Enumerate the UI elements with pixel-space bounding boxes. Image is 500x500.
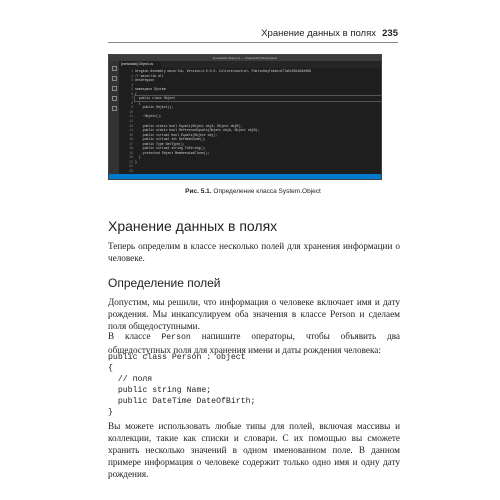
paragraph-3: Вы можете использовать любые типы для полей, включая массивы и коллекции, такие как списки и словари. С их помощью вы сможете хранить несколько значений в одном именованном поле. В данном примере информация о человеке содержит только одно имя и одну дату рождения. — [108, 421, 400, 479]
line-number: 12 — [129, 119, 133, 124]
code-line — [135, 169, 381, 174]
line-number: 3 — [131, 78, 133, 83]
code-line: protected Object MemberwiseClone(); — [135, 150, 210, 155]
code-line: public static bool ReferenceEquals(Object objA, Object objB); — [135, 128, 260, 133]
code-line: public Object(); — [135, 105, 174, 110]
code-line: #endregion — [135, 78, 155, 83]
paragraph-2-start: В классе — [108, 331, 162, 341]
line-number: 18 — [129, 146, 133, 151]
line-number: 10 — [129, 109, 133, 114]
line-number-gutter — [119, 69, 135, 174]
code-line: public virtual bool Equals(Object obj); — [135, 132, 218, 137]
code-line: namespace System — [135, 87, 166, 92]
explorer-icon — [112, 66, 117, 71]
line-number: 21 — [129, 159, 133, 164]
code-line: } — [135, 159, 137, 164]
code-line: } — [135, 155, 141, 160]
section-heading: Хранение данных в полях — [108, 218, 278, 234]
paragraph-2-end: напишите операторы, чтобы объявить два общедоступных поля для хранения имени и даты рождения человека: — [108, 331, 400, 355]
line-number: 13 — [129, 123, 133, 128]
figure-caption — [108, 188, 398, 195]
code-line: #region Assembly mscorlib, Version=4.0.0.0, Culture=neutral, PublicKeyToken=b77a5c561934e089 — [135, 69, 311, 73]
line-number: 1 — [131, 69, 133, 73]
ide-screenshot — [108, 54, 382, 180]
caption-label: Рис. 5.1. — [185, 188, 212, 195]
line-number: 5 — [131, 87, 133, 92]
line-number: 15 — [129, 132, 133, 137]
code-line: { — [135, 100, 141, 105]
line-number: 16 — [129, 137, 133, 142]
code-line: public virtual int GetHashCode(); — [135, 137, 206, 142]
line-number: 20 — [129, 155, 133, 160]
line-number: 2 — [131, 73, 133, 78]
code-line: { — [135, 91, 137, 96]
code-line: public virtual string ToString(); — [135, 146, 206, 151]
ide-tab-strip — [119, 61, 381, 68]
line-number: 23 — [129, 169, 133, 174]
line-number: 14 — [129, 128, 133, 133]
line-number: 7 — [131, 96, 133, 101]
code-area — [135, 69, 381, 174]
line-number: 9 — [131, 105, 133, 110]
code-line: public static bool Equals(Object objA, Object objB); — [135, 123, 243, 128]
ide-status-bar — [109, 174, 381, 179]
running-title: Хранение данных в полях — [261, 28, 376, 39]
code-line: // mscorlib.dll — [135, 73, 164, 78]
line-number: 6 — [131, 91, 133, 96]
subsection-heading: Определение полей — [108, 276, 221, 290]
ide-activity-bar — [109, 61, 119, 174]
paragraph-1: Допустим, мы решили, что информация о человеке включает имя и дату рождения. Мы инкапсулируем оба значения в классе Person и сделаем поля общедоступными. — [108, 297, 400, 331]
inline-code: Person — [161, 333, 191, 342]
extensions-icon — [112, 106, 117, 111]
ide-tab: [metadata] Object.cs — [119, 61, 161, 68]
line-number: 8 — [131, 100, 133, 105]
code-line: public class Object — [135, 96, 381, 101]
code-line: public Type GetType(); — [135, 141, 185, 146]
line-number: 11 — [129, 114, 133, 119]
line-number: 17 — [129, 141, 133, 146]
ide-window-title: [metadata] Object.cs — ChapterD5 (Workspace) — [212, 56, 278, 60]
debug-icon — [112, 96, 117, 101]
code-block: public class Person : object { // поля public string Name; public DateTime DateOfBirth; } — [108, 353, 256, 417]
line-number: 4 — [131, 82, 133, 87]
code-line: ~Object(); — [135, 114, 162, 119]
section-intro: Теперь определим в классе несколько полей для хранения информации о человеке. — [108, 241, 400, 263]
line-number: 19 — [129, 150, 133, 155]
caption-text: Определение класса System.Object — [213, 188, 321, 195]
source-control-icon — [112, 86, 117, 91]
search-icon — [112, 76, 117, 81]
line-number: 22 — [129, 164, 133, 169]
running-header — [108, 28, 398, 43]
page-number: 235 — [382, 28, 398, 39]
